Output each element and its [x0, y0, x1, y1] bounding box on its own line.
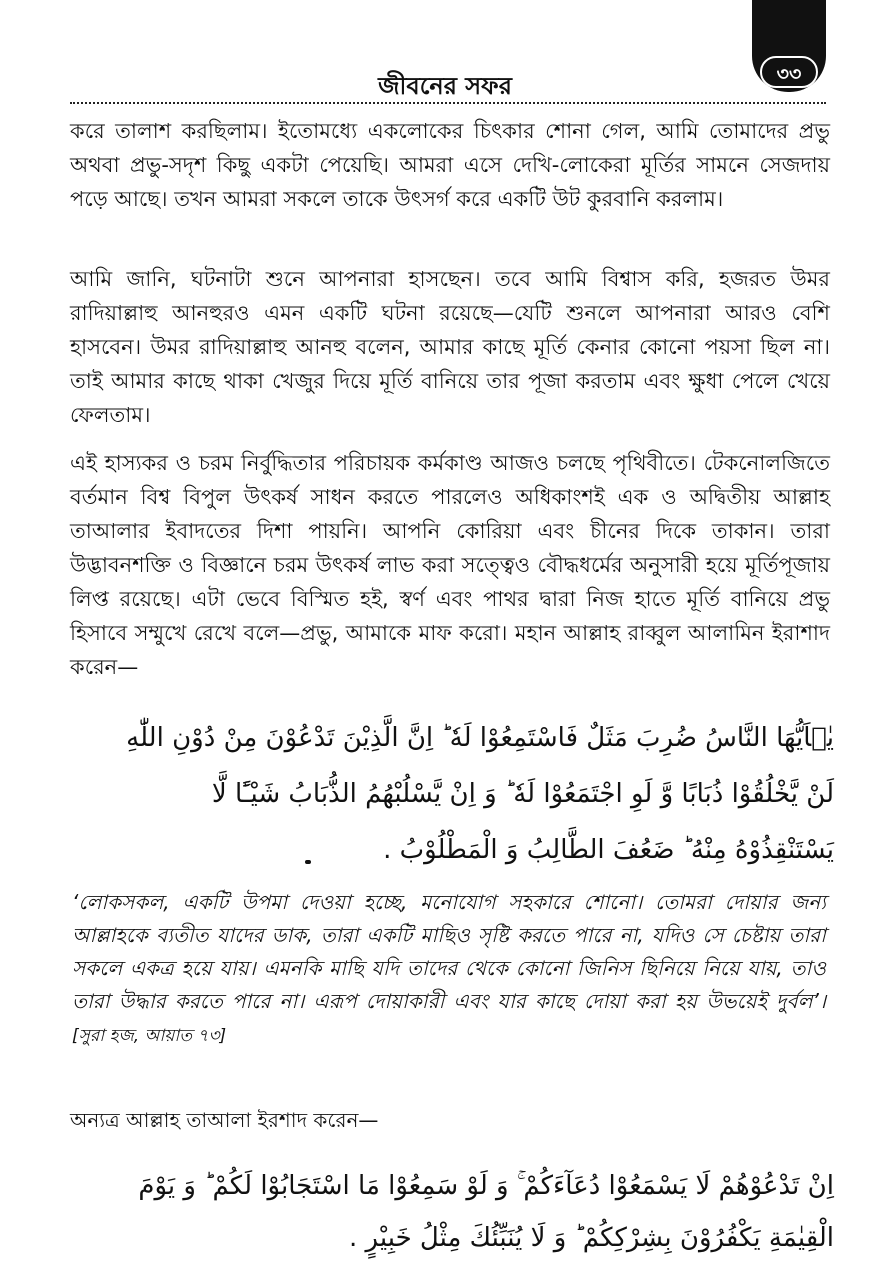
paragraph: করে তালাশ করছিলাম। ইতোমধ্যে একলোকের চিৎকার শোনা গেল, আমি তোমাদের প্রভু অথবা প্রভু-সদৃশ কিছু একটা পেয়েছি। আমরা এসে দেখি-লোকেরা মূর্তির সামনে সেজদায় পড়ে আছে। তখন আমরা সকলে তাকে উৎসর্গ করে একটি উট কুরবানি করলাম। — [70, 119, 830, 211]
quran-verse-line: اِنْ تَدْعُوْهُمْ لَا يَسْمَعُوْا دُعَآءَكُمْ ۚ وَ لَوْ سَمِعُوْا مَا اسْتَجَابُوْا لَكُمْ ؕ وَ يَوْمَ — [138, 1171, 834, 1201]
ink-dot — [305, 860, 311, 864]
quran-verse-line: يَسْتَنْقِذُوْهُ مِنْهُ ؕ ضَعُفَ الطَّالِبُ وَ الْمَطْلُوْبُ . — [383, 835, 834, 865]
intro-line: অন্যত্র আল্লাহ তাআলা ইরশাদ করেন— — [70, 1108, 379, 1132]
running-title: জীবনের সফর — [378, 72, 512, 100]
page-number: ৩৩ — [760, 56, 818, 88]
surah-citation: [সুরা হজ, আয়াত ৭৩] — [72, 1026, 227, 1046]
translation-text: ‘লোকসকল, একটি উপমা দেওয়া হচ্ছে, মনোযোগ সহকারে শোনো। তোমরা দোয়ার জন্য আল্লাহকে ব্যতীত যাদের ডাক, তারা একটি মাছিও সৃষ্টি করতে পারে না, যদিও সে চেষ্টায় তারা সকলে একত্র হয়ে যায়। এমনকি মাছি যদি তাদের থেকে কোনো জিনিস ছিনিয়ে নিয়ে যায়, তাও তারা উদ্ধার করতে পারে না। এরূপ দোয়াকারী এবং যার কাছে দোয়া করা হয় উভয়েই দুর্বল’। — [72, 890, 826, 1013]
verse-translation — [72, 886, 826, 1053]
header-divider — [70, 102, 826, 104]
quran-verse-line: الْقِيٰمَةِ يَكْفُرُوْنَ بِشِرْكِكُمْ ؕ وَ لَا يُنَبِّئُكَ مِثْلُ خَبِيْرٍ . — [349, 1223, 834, 1253]
quran-verse-line: يٰۤاَيُّهَا النَّاسُ ضُرِبَ مَثَلٌ فَاسْتَمِعُوْا لَهٗ ؕ اِنَّ الَّذِيْنَ تَدْعُوْنَ مِنْ دُوْنِ اللّٰهِ — [126, 723, 834, 753]
paragraph: আমি জানি, ঘটনাটা শুনে আপনারা হাসছেন। তবে আমি বিশ্বাস করি, হজরত উমর রাদিয়াল্লাহু আনহুরও এমন একটি ঘটনা রয়েছে—যেটি শুনলে আপনারা আরও বেশি হাসবেন। উমর রাদিয়াল্লাহু আনহু বলেন, আমার কাছে মূর্তি কেনার কোনো পয়সা ছিল না। তাই আমার কাছে থাকা খেজুর দিয়ে মূর্তি বানিয়ে তার পূজা করতাম এবং ক্ষুধা পেলে খেয়ে ফেলতাম। — [70, 267, 830, 427]
quran-verse-line: لَنْ يَّخْلُقُوْا ذُبَابًا وَّ لَوِ اجْتَمَعُوْا لَهٗ ؕ وَ اِنْ يَّسْلُبْهُمُ الذُّبَابُ شَيْـًٔا لَّا — [211, 779, 834, 809]
paragraph: এই হাস্যকর ও চরম নির্বুদ্ধিতার পরিচায়ক কর্মকাণ্ড আজও চলছে পৃথিবীতে। টেকনোলজিতে বর্তমান বিশ্ব বিপুল উৎকর্ষ সাধন করতে পারলেও অধিকাংশই এক ও অদ্বিতীয় আল্লাহ তাআলার ইবাদতের দিশা পায়নি। আপনি কোরিয়া এবং চীনের দিকে তাকান। তারা উদ্ভাবনশক্তি ও বিজ্ঞানে চরম উৎকর্ষ লাভ করা সত্ত্বেও বৌদ্ধধর্মের অনুসারী হয়ে মূর্তিপূজায় লিপ্ত রয়েছে। এটা ভেবে বিস্মিত হই, স্বর্ণ এবং পাথর দ্বারা নিজ হাতে মূর্তি বানিয়ে প্রভু হিসাবে সম্মুখে রেখে বলে—প্রভু, আমাকে মাফ করো। মহান আল্লাহ রাব্বুল আলামিন ইরাশাদ করেন— — [70, 451, 830, 679]
